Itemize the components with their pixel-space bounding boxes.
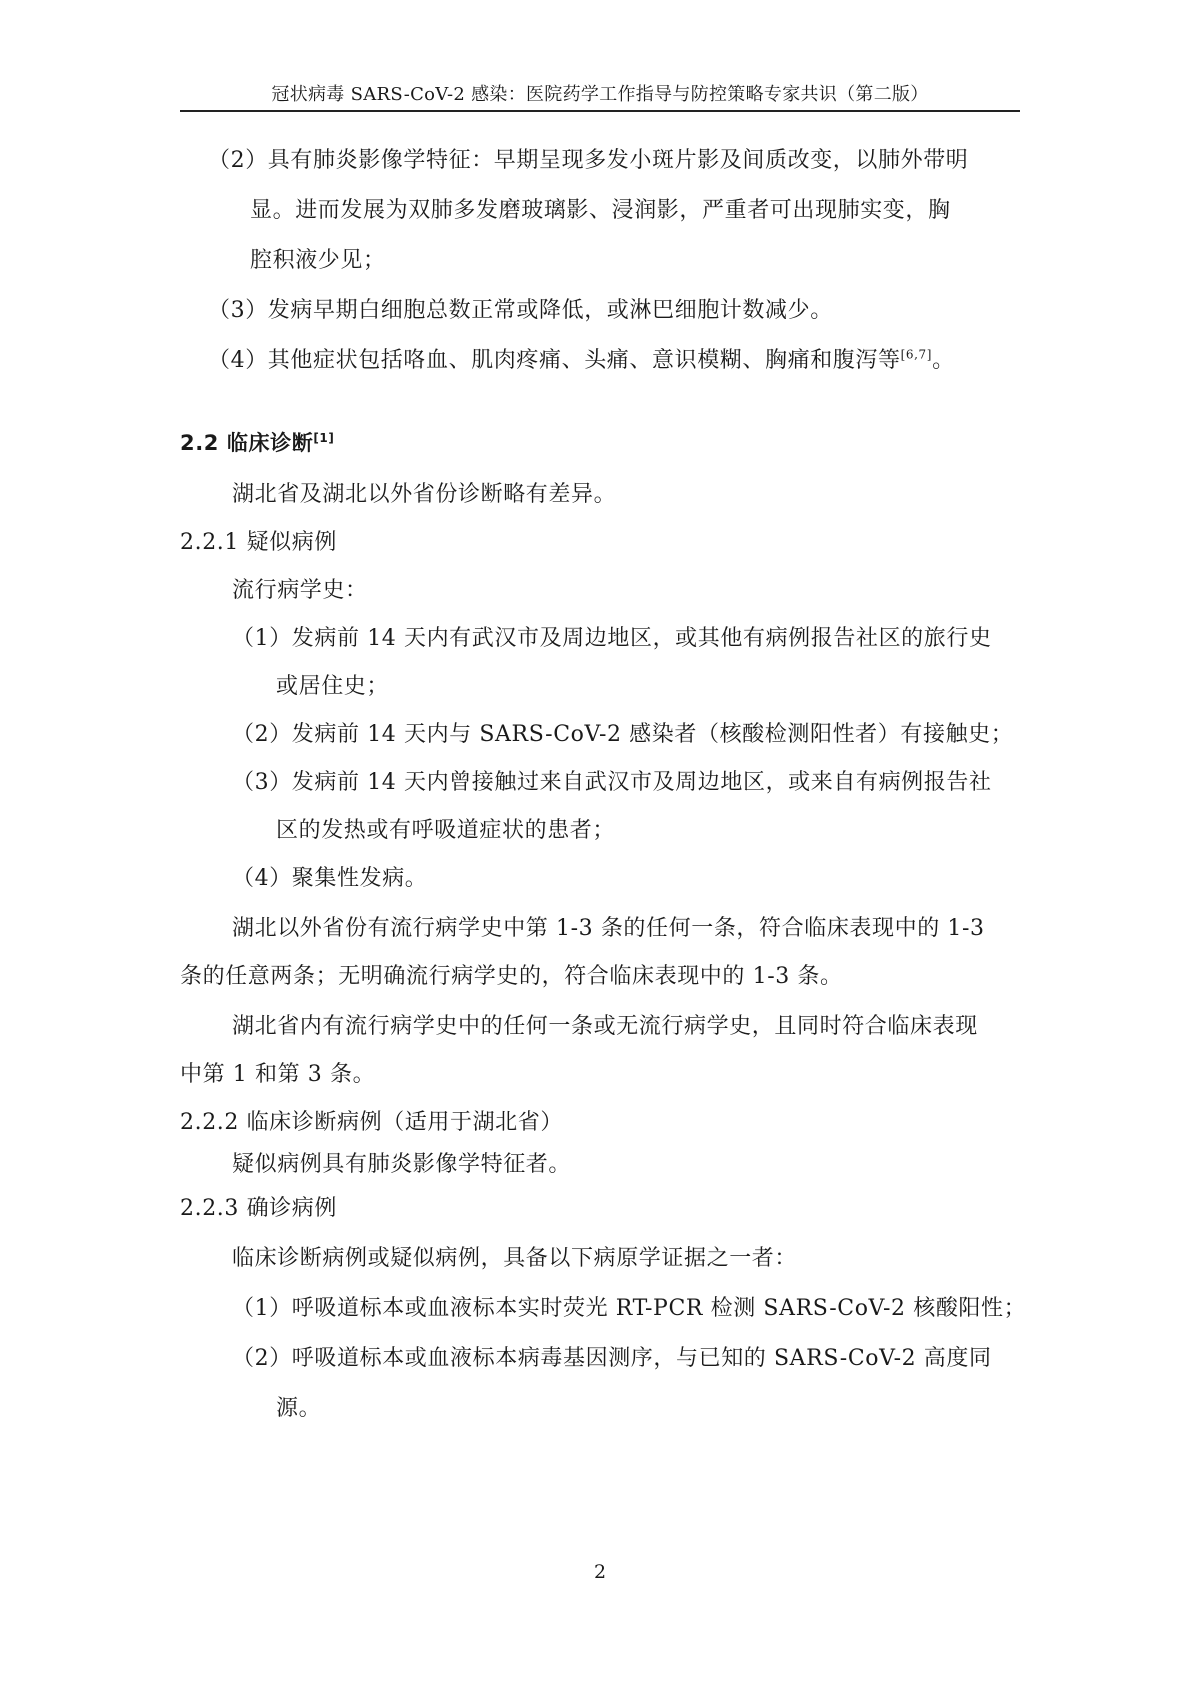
confirm-item-2-line-1: （2）呼吸道标本或血液标本病毒基因测序，与已知的 SARS-CoV-2 高度同: [232, 1346, 992, 1371]
section-2-2-title: 2.2 临床诊断: [180, 431, 314, 455]
section-2-2-heading: [180, 428, 334, 458]
epi-item-4: （4）聚集性发病。: [232, 866, 428, 891]
section-2-2-3-intro: 临床诊断病例或疑似病例，具备以下病原学证据之一者：: [232, 1246, 798, 1271]
epi-item-3-line-2: 区的发热或有呼吸道症状的患者；: [276, 818, 616, 843]
epi-item-3-line-1: （3）发病前 14 天内曾接触过来自武汉市及周边地区，或来自有病例报告社: [232, 770, 992, 795]
clinical-feature-item-2-line-2: 显。进而发展为双肺多发磨玻璃影、浸润影，严重者可出现肺实变，胸: [250, 198, 951, 223]
section-2-2-intro: 湖北省及湖北以外省份诊断略有差异。: [232, 482, 617, 507]
outside-hubei-criteria-line-1: 湖北以外省份有流行病学史中第 1-3 条的任何一条，符合临床表现中的 1-3: [232, 916, 985, 941]
citation-ref-6-7: [6,7]: [900, 347, 933, 362]
epi-item-1-line-1: （1）发病前 14 天内有武汉市及周边地区，或其他有病例报告社区的旅行史: [232, 626, 992, 651]
clinical-feature-item-2-line-3: 腔积液少见；: [250, 248, 386, 273]
confirm-item-2-line-2: 源。: [276, 1396, 322, 1421]
section-2-2-1-heading: 2.2.1 疑似病例: [180, 530, 337, 555]
clinical-feature-item-4-end: 。: [932, 348, 955, 373]
clinical-feature-item-3: （3）发病早期白细胞总数正常或降低，或淋巴细胞计数减少。: [208, 298, 833, 323]
epi-item-1-line-2: 或居住史；: [276, 674, 390, 699]
clinical-feature-item-4: [208, 346, 955, 376]
section-2-2-2-text: 疑似病例具有肺炎影像学特征者。: [232, 1152, 572, 1177]
confirm-item-1: （1）呼吸道标本或血液标本实时荧光 RT-PCR 检测 SARS-CoV-2 核酸阳性；: [232, 1296, 1027, 1321]
hubei-criteria-line-2: 中第 1 和第 3 条。: [180, 1062, 376, 1087]
section-2-2-2-heading: 2.2.2 临床诊断病例（适用于湖北省）: [180, 1110, 563, 1135]
hubei-criteria-line-1: 湖北省内有流行病学史中的任何一条或无流行病学史，且同时符合临床表现: [232, 1014, 978, 1039]
epidemiology-history-label: 流行病学史：: [232, 578, 368, 603]
epi-item-2: （2）发病前 14 天内与 SARS-CoV-2 感染者（核酸检测阳性者）有接触史；: [232, 722, 1014, 747]
clinical-feature-item-4-text: （4）其他症状包括咯血、肌肉疼痛、头痛、意识模糊、胸痛和腹泻等: [208, 348, 901, 373]
clinical-feature-item-2-line-1: （2）具有肺炎影像学特征：早期呈现多发小斑片影及间质改变，以肺外带明: [208, 148, 969, 173]
page-number: 2: [593, 1561, 607, 1583]
running-header: 冠状病毒 SARS-CoV-2 感染：医院药学工作指导与防控策略专家共识（第二版）: [271, 84, 929, 105]
citation-ref-1: [1]: [313, 431, 335, 445]
outside-hubei-criteria-line-2: 条的任意两条；无明确流行病学史的，符合临床表现中的 1-3 条。: [180, 964, 843, 989]
header-divider: [180, 110, 1020, 112]
section-2-2-3-heading: 2.2.3 确诊病例: [180, 1196, 337, 1221]
